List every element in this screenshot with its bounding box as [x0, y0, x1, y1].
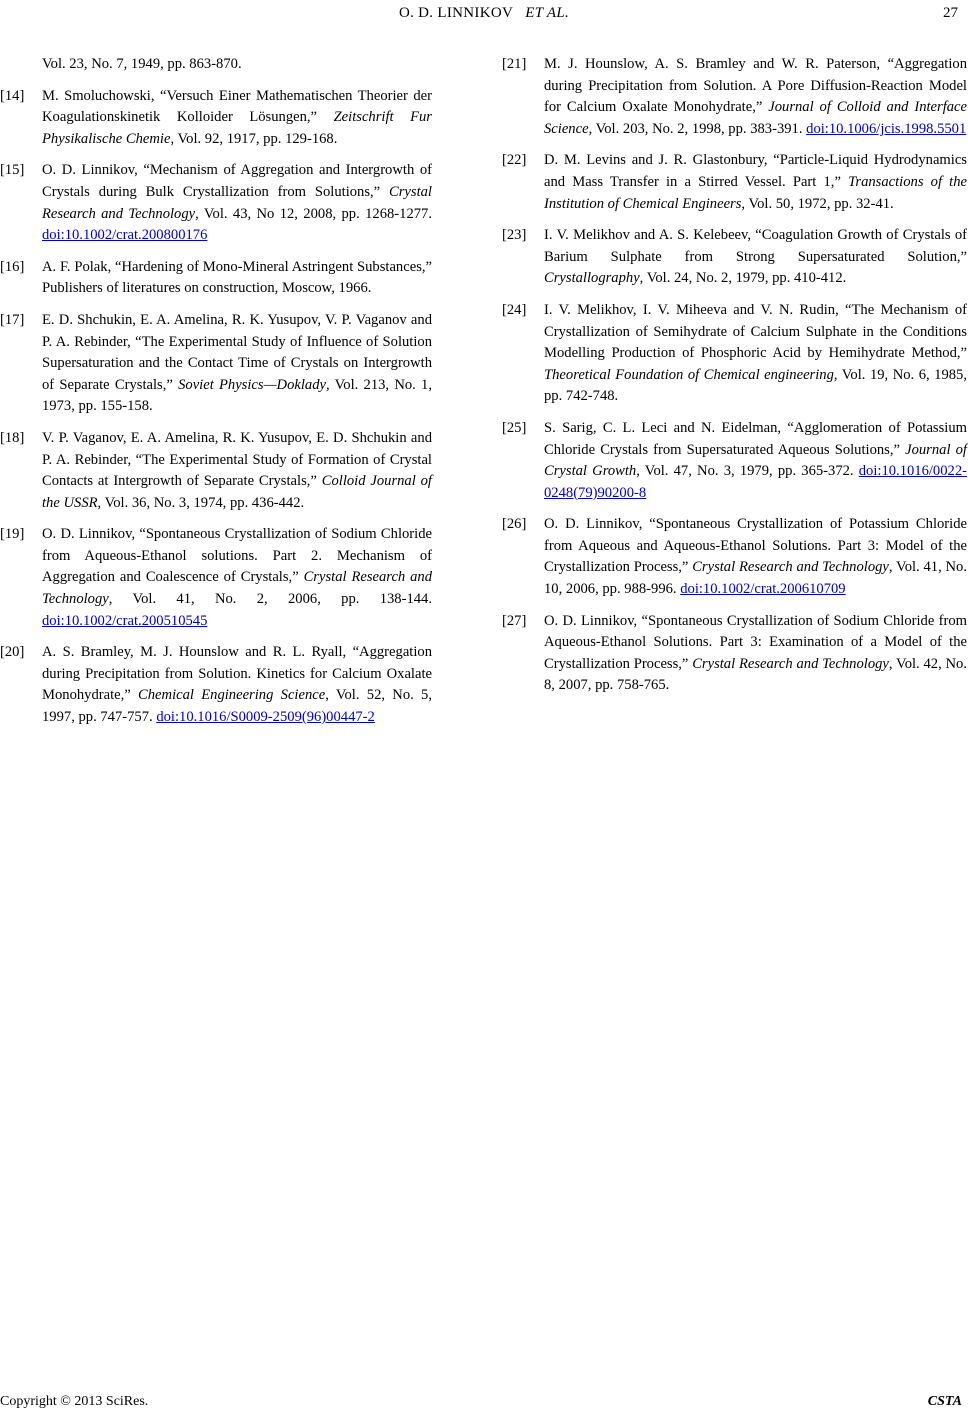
reference-source-title: Crystallography	[544, 270, 640, 287]
reference-details: , Vol. 52, No. 5, 1997, pp. 747-757.	[42, 687, 432, 726]
reference-details: , Vol. 19, No. 6, 1985, pp. 742-748.	[544, 366, 967, 405]
reference-item	[502, 54, 967, 140]
reference-doi-link[interactable]: doi:10.1016/S0009-2509(96)00447-2	[156, 709, 375, 726]
reference-text: D. M. Levins and J. R. Glastonbury, “Particle-Liquid Hydrodynamics and Mass Transfer in a Stirred Vessel. Part 1,”	[544, 152, 967, 190]
reference-source-title: Colloid Journal of the USSR	[42, 473, 432, 511]
reference-number: [17]	[0, 311, 25, 328]
reference-item	[502, 225, 967, 290]
reference-number: [27]	[502, 612, 527, 629]
reference-details: , Vol. 43, No 12, 2008, pp. 1268-1277.	[195, 205, 432, 222]
reference-source-title: Crystal Research and Technology	[42, 183, 432, 222]
reference-item	[0, 642, 432, 728]
reference-text: S. Sarig, C. L. Leci and N. Eidelman, “Agglomeration of Potassium Chloride Crystals from Supersaturated Aqueous Solutions,”	[544, 419, 967, 458]
reference-text: E. D. Shchukin, E. A. Amelina, R. K. Yusupov, V. P. Vaganov and P. A. Rebinder, “The Experimental Study of Influence of Solution Supersaturation and the Contact Time of Crystals on Intergrowth of Separate Crystals,”	[42, 311, 432, 393]
reference-text: I. V. Melikhov and A. S. Kelebeev, “Coagulation Growth of Crystals of Barium Sulphate from Strong Supersaturated Solution,”	[544, 227, 967, 265]
journal-abbreviation: CSTA	[927, 1394, 962, 1409]
reference-doi-link[interactable]: doi:10.1002/crat.200800176	[42, 227, 208, 244]
reference-details: , Vol. 41, No. 10, 2006, pp. 988-996.	[544, 559, 967, 598]
reference-text: I. V. Melikhov, I. V. Miheeva and V. N. Rudin, “The Mechanism of Crystallization of Semihydrate of Calcium Sulphate in the Conditions Modelling Production of Phosphoric Acid by Hemihydrate Method,”	[544, 301, 967, 362]
reference-number: [15]	[0, 162, 25, 179]
reference-text: A. S. Bramley, M. J. Hounslow and R. L. Ryall, “Aggregation during Precipitation from Solution. Kinetics for Calcium Oxalate Monohydrate,”	[42, 644, 432, 704]
reference-text: A. F. Polak, “Hardening of Mono-Mineral Astringent Substances,” Publishers of literatures on construction, Moscow, 1966.	[42, 258, 432, 297]
reference-doi-link[interactable]: doi:10.1002/crat.200510545	[42, 612, 208, 629]
reference-number: [23]	[502, 227, 527, 244]
reference-source-title: Crystal Research and Technology	[692, 655, 889, 672]
reference-details: , Vol. 213, No. 1, 1973, pp. 155-158.	[42, 376, 432, 415]
reference-item	[502, 611, 967, 697]
reference-source-title: Journal of Colloid and Interface Science	[544, 99, 968, 137]
reference-number: [16]	[0, 258, 25, 275]
reference-number: [24]	[502, 301, 527, 318]
running-head-authors: O. D. LINNIKOV	[398, 5, 514, 21]
reference-source-title: Crystal Research and Technology	[692, 559, 889, 576]
reference-details: , Vol. 92, 1917, pp. 129-168.	[170, 130, 338, 147]
reference-number: [22]	[502, 152, 527, 169]
reference-text: O. D. Linnikov, “Spontaneous Crystallization of Sodium Chloride from Aqueous-Ethanol Solutions. Part 3: Examination of a Model of the Crystallization Process,”	[544, 612, 967, 672]
reference-item	[0, 257, 432, 300]
reference-item	[502, 300, 967, 408]
reference-doi-link[interactable]: doi:10.1016/0022-0248(79)90200-8	[544, 463, 967, 501]
reference-text: O. D. Linnikov, “Mechanism of Aggregation and Intergrowth of Crystals during Bulk Crystallization from Solutions,”	[42, 162, 432, 200]
reference-details: , Vol. 42, No. 8, 2007, pp. 758-765.	[544, 655, 967, 694]
reference-number: [26]	[502, 516, 527, 533]
reference-number: [20]	[0, 644, 25, 661]
reference-details: , Vol. 47, No. 3, 1979, pp. 365-372.	[636, 463, 859, 480]
reference-source-title: Chemical Engineering Science	[138, 687, 326, 704]
reference-source-title: Soviet Physics—Doklady	[178, 376, 326, 393]
reference-number: [25]	[502, 419, 527, 436]
reference-doi-link[interactable]: doi:10.1006/jcis.1998.5501	[806, 120, 967, 137]
reference-item	[502, 418, 967, 504]
reference-item	[0, 524, 432, 632]
reference-number: [18]	[0, 429, 25, 446]
reference-item	[502, 150, 967, 215]
reference-details: , Vol. 36, No. 3, 1974, pp. 436-442.	[97, 494, 305, 511]
reference-source-title: Journal of Crystal Growth	[544, 441, 967, 480]
running-head-etal: ET AL.	[525, 5, 570, 21]
page-footer	[0, 1392, 968, 1412]
reference-item	[0, 428, 432, 514]
right-column	[502, 54, 967, 707]
right-reference-list	[502, 54, 967, 697]
reference-text: V. P. Vaganov, E. A. Amelina, R. K. Yusupov, E. D. Shchukin and P. A. Rebinder, “The Experimental Study of Formation of Crystal Contacts at Intergrowth of Separate Crystals,”	[42, 429, 432, 490]
left-column	[0, 54, 432, 739]
page-number: 27	[943, 5, 958, 21]
copyright-notice: Copyright © 2013 SciRes.	[0, 1394, 149, 1409]
running-head	[0, 2, 968, 24]
page-header	[0, 2, 968, 24]
reference-source-title: Crystal Research and Technology	[42, 569, 433, 608]
reference-number: [19]	[0, 526, 25, 543]
reference-item	[0, 310, 432, 418]
reference-text: M. J. Hounslow, A. S. Bramley and W. R. Paterson, “Aggregation during Precipitation from Solution. A Pore Diffusion-Reaction Model for Calcium Oxalate Monohydrate,”	[544, 56, 967, 116]
reference-text: O. D. Linnikov, “Spontaneous Crystallization of Sodium Chloride from Aqueous-Ethanol solutions. Part 2. Mechanism of Aggregation and Coalescence of Crystals,”	[42, 526, 432, 586]
reference-item	[0, 160, 432, 246]
reference-details: , Vol. 203, No. 2, 1998, pp. 383-391.	[588, 120, 807, 137]
reference-details: , Vol. 41, No. 2, 2006, pp. 138-144.	[108, 591, 432, 608]
reference-source-title: Theoretical Foundation of Chemical engineering	[544, 366, 834, 383]
reference-continuation: Vol. 23, No. 7, 1949, pp. 863-870.	[42, 56, 242, 72]
reference-number: [14]	[0, 87, 25, 104]
reference-item	[502, 514, 967, 600]
reference-number: [21]	[502, 56, 527, 72]
reference-text: O. D. Linnikov, “Spontaneous Crystallization of Potassium Chloride from Aqueous and Aqueous-Ethanol Solutions. Part 3: Model of the Crystallization Process,”	[544, 516, 967, 576]
reference-source-title: Zeitschrift Fur Physikalische Chemie	[42, 109, 432, 147]
reference-source-title: Transactions of the Institution of Chemical Engineers	[544, 173, 967, 212]
reference-text: M. Smoluchowski, “Versuch Einer Mathematischen Theorier der Koagulationskinetik Kolloider Lösungen,”	[42, 87, 432, 126]
reference-doi-link[interactable]: doi:10.1002/crat.200610709	[680, 581, 846, 598]
reference-details: , Vol. 24, No. 2, 1979, pp. 410-412.	[639, 270, 847, 287]
left-reference-list	[0, 86, 432, 729]
reference-details: , Vol. 50, 1972, pp. 32-41.	[741, 195, 894, 212]
reference-item	[0, 86, 432, 151]
